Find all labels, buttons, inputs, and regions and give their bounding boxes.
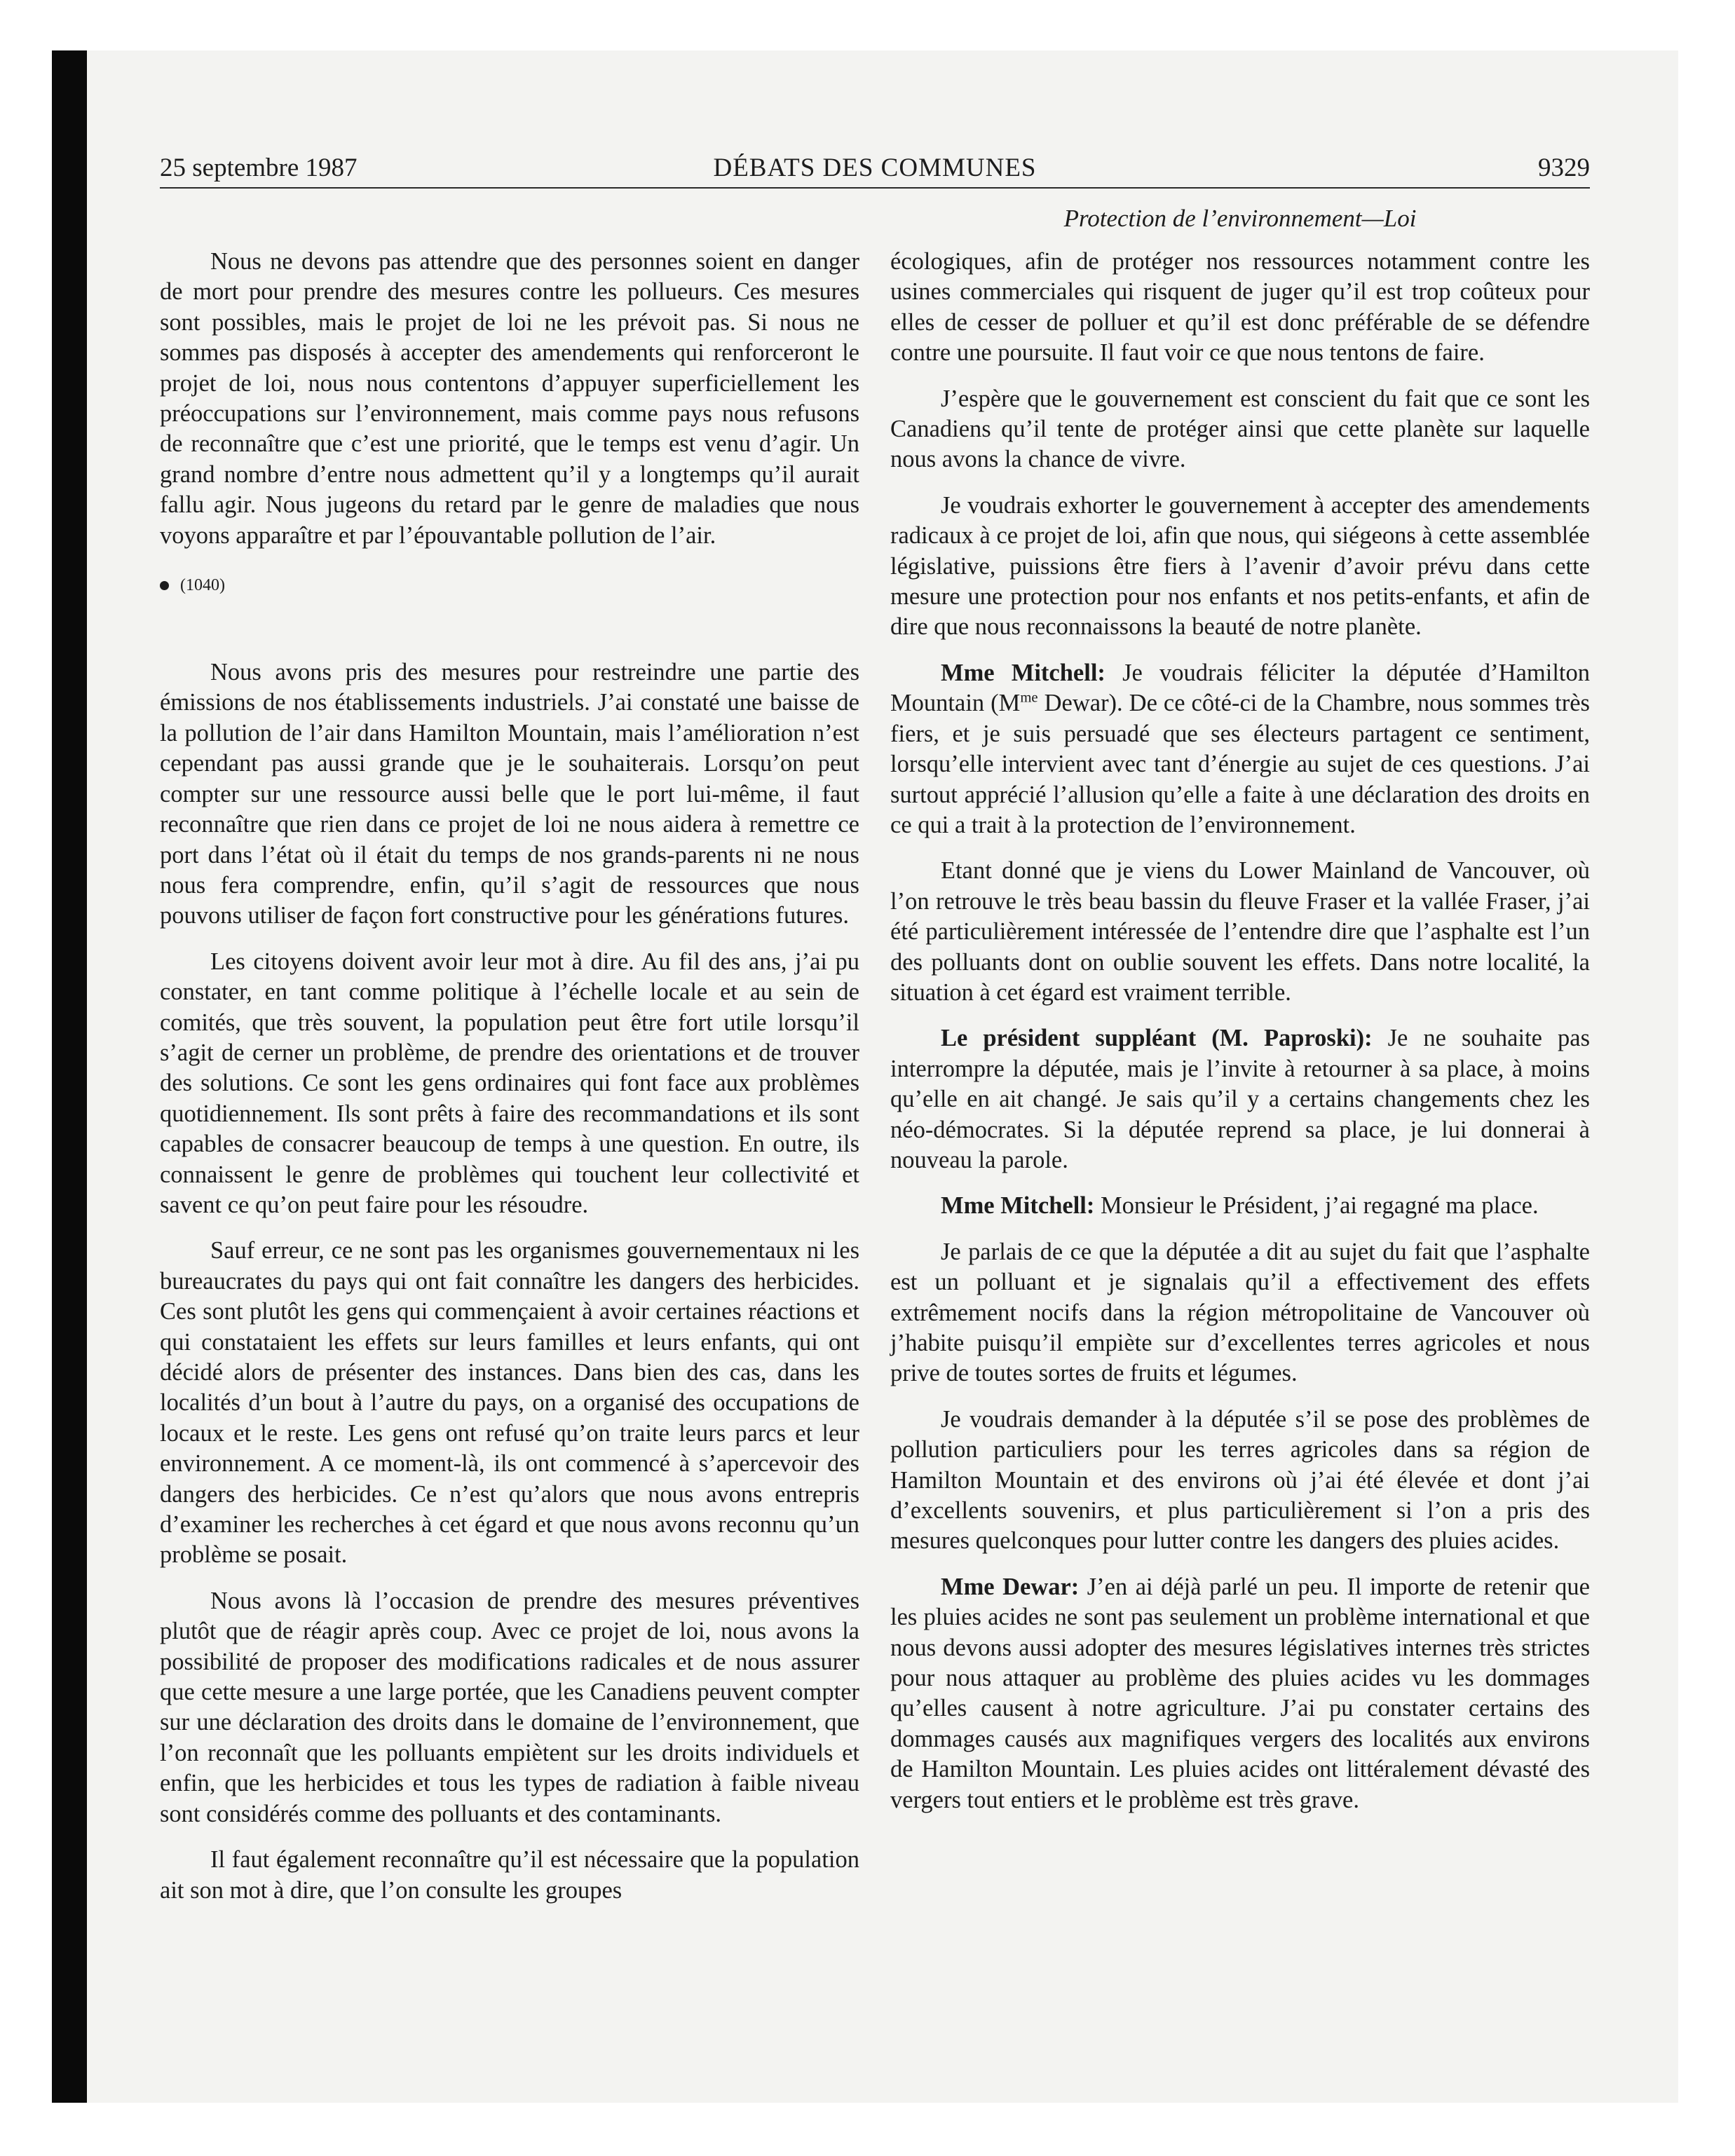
speaker-name: Mme Mitchell: xyxy=(941,1192,1095,1220)
paragraph: Nous avons là l’occasion de prendre des mesures préventives plutôt que de réagir après coup. Avec ce projet de loi, nous avons la possibilité de proposer des modifications radicales et de nous assurer que cette mesure a une large portée, que les Canadiens peuvent compter sur une déclaration des droits dans le domaine de l’environnement, que l’on reconnaît que les polluants empiètent sur les droits individuels et enfin, que les herbicides et tous les types de radiation à faible niveau sont considérés comme des polluants et des contaminants. xyxy=(160,1587,859,1827)
speech-text: Monsieur le Président, j’ai regagné ma place. xyxy=(1094,1192,1539,1220)
speaker-name: Le président suppléant (M. Paproski): xyxy=(941,1025,1373,1052)
paragraph: Nous avons pris des mesures pour restreindre une partie des émissions de nos établissements industriels. J’ai constaté une baisse de la pollution de l’air dans Hamilton Mountain, mais l’amélioration n’est cependant pas aussi grande que je le souhaiterais. Lorsqu’on peut compter sur une ressource aussi belle que le port lui-même, il faut reconnaître que rien dans ce projet de loi ne nous aidera à remettre ce port dans l’état où il était du temps de nos grands-parents ni ne nous nous fera comprendre, enfin, qu’il s’agit de ressources que nous pouvons utiliser de façon fort constructive pour les générations futures. xyxy=(160,659,859,929)
paragraph: Je voudrais demander à la députée s’il se pose des problèmes de pollution particuliers pour les terres agricoles dans sa région de Hamilton Mountain et des environs où j’ai été élevée et dont j’ai d’excellents souvenirs, et plus particulièrement si l’on a pris des mesures quelconques pour lutter contre les dangers des pluies acides. xyxy=(890,1405,1590,1555)
paragraph: Etant donné que je viens du Lower Mainland de Vancouver, où l’on retrouve le très beau bassin du fleuve Fraser et la vallée Fraser, j’ai été particulièrement intéressée de l’entendre dire que l’asphalte est l’un des polluants dont on oublie souvent les effets. Dans notre localité, la situation à cet égard est vraiment terrible. xyxy=(890,857,1590,1006)
header-rule xyxy=(160,187,1590,189)
running-head: Protection de l’environnement—Loi xyxy=(1063,205,1417,232)
speech-text: Je ne souhaite pas interrompre la députée, mais je l’invite à retourner à sa place, à moins qu’elle en ait changé. Je sais qu’il y a certains changements chez les néo-démocrates. Si la députée reprend sa place, je lui donnerai à nouveau la parole. xyxy=(890,1025,1590,1173)
header-date: 25 septembre 1987 xyxy=(160,153,358,182)
speech-paragraph xyxy=(890,1572,1590,1815)
speech-text: J’en ai déjà parlé un peu. Il importe de retenir que les pluies acides ne sont pas seulement un problème international et que nous devons aussi adopter des mesures législatives internes très strictes pour nous attaquer au problème des pluies acides vu les dommages qu’elles causent à notre agriculture. J’ai pu constater certains des dommages causés aux magnifiques vergers des localités aux environs de Hamilton Mountain. Les pluies acides ont littéralement dévasté des vergers tout entiers et le problème est très grave. xyxy=(890,1573,1590,1813)
speech-text: Dewar). De ce côté-ci de la Chambre, nous sommes très fiers, et je suis persuadé que ses électeurs partagent ce sentiment, lorsqu’elle intervient avec tant d’énergie au sujet de ces questions. J’ai surtout apprécié l’allusion qu’elle a faite à une déclaration des droits en ce qui a trait à la protection de l’environnement. xyxy=(890,690,1590,838)
speech-paragraph xyxy=(890,1023,1590,1175)
header-title: DÉBATS DES COMMUNES xyxy=(713,153,1037,182)
timestamp-marker xyxy=(160,575,859,596)
paragraph: Sauf erreur, ce ne sont pas les organismes gouvernementaux ni les bureaucrates du pays qui ont fait connaître les dangers des herbicides. Ces sont plutôt les gens qui commençaient à avoir certaines réactions et qui constataient les effets sur leurs familles et leurs enfants, qui ont décidé alors de présenter des instances. Dans bien des cas, dans les localités d’un bout à l’autre du pays, on a organisé des occupations de locaux et le reste. Les gens ont refusé qu’on traite leurs parcs et leur environnement. A ce moment-là, ils ont commencé à s’apercevoir des dangers des herbicides. Ce n’est qu’alors que nous avons entrepris d’examiner les recherches à cet égard et que nous avons reconnu qu’un problème se posait. xyxy=(160,1237,859,1569)
paragraph: Les citoyens doivent avoir leur mot à dire. Au fil des ans, j’ai pu constater, en tant comme politique à l’échelle locale et au sein de comités, que très souvent, la population peut être fort utile lorsqu’il s’agit de cerner un problème, de prendre des orientations et de trouver des solutions. Ce sont les gens ordinaires qui font face aux problèmes quotidiennement. Ils sont prêts à faire des recommandations et ils sont capables de consacrer beaucoup de temps à une question. En outre, ils connaissent le genre de problèmes qui touchent leur collectivité et savent ce qu’on peut faire pour les résoudre. xyxy=(160,948,859,1218)
page-number: 9329 xyxy=(1538,153,1590,182)
paragraph: Je voudrais exhorter le gouvernement à accepter des amendements radicaux à ce projet de loi, afin que nous, qui siégeons à cette assemblée législative, puissions être fiers à l’avenir d’avoir prévu dans cette mesure une protection pour nos enfants et nos petits-enfants, et afin de dire que nous reconnaissons la beauté de notre planète. xyxy=(890,491,1590,641)
timestamp-label: (1040) xyxy=(180,576,225,595)
paragraph: Je parlais de ce que la députée a dit au sujet du fait que l’asphalte est un polluant et je signalais qu’il a effectivement des effets extrêmement nocifs dans la région métropolitaine de Vancouver où j’habite puisqu’il empiète sur d’excellentes terres agricoles et nous prive de toutes sortes de fruits et légumes. xyxy=(890,1238,1590,1387)
speech-paragraph xyxy=(890,658,1590,840)
scan-edge-bar xyxy=(52,50,87,2103)
title-superscript: me xyxy=(1020,690,1038,706)
paragraph: Il faut également reconnaître qu’il est nécessaire que la population ait son mot à dire, que l’on consulte les groupes xyxy=(160,1846,859,1904)
paragraph: J’espère que le gouvernement est conscient du fait que ce sont les Canadiens qu’il tente de protéger ainsi que cette planète sur laquelle nous avons la chance de vivre. xyxy=(890,385,1590,473)
bullet-icon xyxy=(160,581,169,590)
speech-paragraph xyxy=(890,1191,1590,1221)
left-column xyxy=(160,247,859,1921)
paragraph: Nous ne devons pas attendre que des personnes soient en danger de mort pour prendre des mesures contre les pollueurs. Ces mesures sont possibles, mais le projet de loi ne les prévoit pas. Si nous ne sommes pas disposés à accepter des amendements qui renforceront le projet de loi, nous nous contentons d’appuyer superficiellement les préoccupations sur l’environnement, mais comme pays nous refusons de reconnaître que c’est une priorité, que le temps est venu d’agir. Un grand nombre d’entre nous admettent qu’il y a longtemps qu’il aurait fallu agir. Nous jugeons du retard par le genre de maladies que nous voyons apparaître et par l’épouvantable pollution de l’air. xyxy=(160,248,859,549)
speech-text: Je voudrais féliciter la députée d’Hamilton Mountain (M xyxy=(890,659,1590,717)
speaker-name: Mme Mitchell: xyxy=(941,659,1105,686)
right-column xyxy=(890,247,1590,1831)
speaker-name: Mme Dewar: xyxy=(941,1573,1080,1600)
paragraph: écologiques, afin de protéger nos ressources notamment contre les usines commerciales qui risquent de juger qu’il est trop coûteux pour elles de cesser de polluer et qu’il est donc préférable de se défendre contre une poursuite. Il faut voir ce que nous tentons de faire. xyxy=(890,248,1590,367)
